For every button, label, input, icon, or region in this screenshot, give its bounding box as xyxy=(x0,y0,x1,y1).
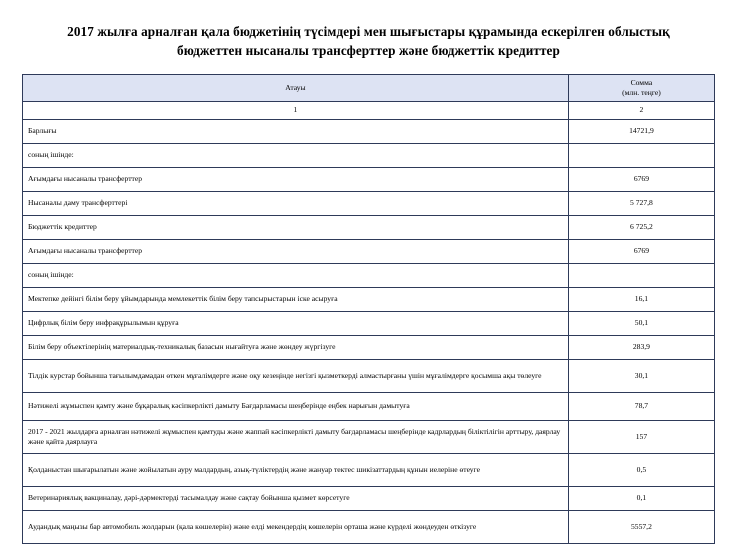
row-value xyxy=(568,263,714,287)
table-row xyxy=(23,420,715,453)
budget-table xyxy=(22,74,715,543)
row-label: Нысаналы даму трансферттері xyxy=(23,191,569,215)
page-title: 2017 жылға арналған қала бюджетінің түсімдері мен шығыстары құрамында ескерілген облыстық бюджеттен нысаналы трансферттер және бюджеттік кредиттер xyxy=(67,24,670,59)
row-value: 78,7 xyxy=(568,392,714,420)
row-label: Ағымдағы нысаналы трансферттер xyxy=(23,167,569,191)
table-row xyxy=(23,311,715,335)
row-label: соның ішінде: xyxy=(23,263,569,287)
table-row xyxy=(23,215,715,239)
row-label: Қолданыстан шығарылатын және жойылатын ауру малдардың, азық-түліктердің және жануар тектес шикізаттардың құнын иелеріне өтеуге xyxy=(23,453,569,486)
row-label: Аудандық маңызы бар автомобиль жолдарын (қала көшелерін) және елді мекендердің көшелерін орташа және күрделі жөндеуден өткізуге xyxy=(23,510,569,543)
row-value: 6769 xyxy=(568,239,714,263)
column-number-name: 1 xyxy=(23,101,569,119)
row-label: Ағымдағы нысаналы трансферттер xyxy=(23,239,569,263)
row-value: 5 727,8 xyxy=(568,191,714,215)
table-row xyxy=(23,359,715,392)
row-value: 16,1 xyxy=(568,287,714,311)
row-value: 6 725,2 xyxy=(568,215,714,239)
row-label: Білім беру объектілерінің материалдық-техникалық базасын нығайтуға және жөндеу жүргізуге xyxy=(23,335,569,359)
table-body xyxy=(23,101,715,543)
table-row xyxy=(23,167,715,191)
table-row xyxy=(23,287,715,311)
row-value xyxy=(568,143,714,167)
table-row xyxy=(23,143,715,167)
column-header-sum xyxy=(568,75,714,101)
table-row xyxy=(23,239,715,263)
table-row xyxy=(23,119,715,143)
row-value: 283,9 xyxy=(568,335,714,359)
row-value: 50,1 xyxy=(568,311,714,335)
row-label: Нәтижелі жұмыспен қамту және бұқаралық кәсіпкерлікті дамыту Бағдарламасы шеңберінде еңбек нарығын дамытуға xyxy=(23,392,569,420)
row-label: Цифрлық білім беру инфрақұрылымын құруға xyxy=(23,311,569,335)
row-value: 0,5 xyxy=(568,453,714,486)
row-value: 30,1 xyxy=(568,359,714,392)
row-value: 0,1 xyxy=(568,486,714,510)
table-row xyxy=(23,191,715,215)
table-row xyxy=(23,392,715,420)
row-label: 2017 - 2021 жылдарға арналған нәтижелі жұмыспен қамтуды және жаппай кәсіпкерлікті дамыту бағдарламасы шеңберінде кадрлардың біліктілігін арттыру, даярлау және қайта даярлауға xyxy=(23,420,569,453)
row-label: Барлығы xyxy=(23,119,569,143)
row-label: Бюджеттік кредиттер xyxy=(23,215,569,239)
column-number-sum: 2 xyxy=(568,101,714,119)
table-header xyxy=(23,75,715,101)
table-row xyxy=(23,335,715,359)
table-row xyxy=(23,510,715,543)
row-label: соның ішінде: xyxy=(23,143,569,167)
row-value: 5557,2 xyxy=(568,510,714,543)
column-header-sum-label: Сомма xyxy=(630,78,653,88)
row-label: Тілдік курстар бойынша тағылымдамадан өткен мұғалімдерге және оқу кезеңінде негізгі қызметкерді алмастырғаны үшін мұғалімдерге қосымша ақы төлеуге xyxy=(23,359,569,392)
row-value: 14721,9 xyxy=(568,119,714,143)
row-value: 157 xyxy=(568,420,714,453)
table-row xyxy=(23,486,715,510)
row-label: Ветеринариялық вакциналау, дәрі-дәрмектерді тасымалдау және сақтау бойынша қызмет көрсетуге xyxy=(23,486,569,510)
column-header-name: Атауы xyxy=(23,75,569,101)
row-label: Мектепке дейінгі білім беру ұйымдарында мемлекеттік білім беру тапсырыстарын іске асыруға xyxy=(23,287,569,311)
row-value: 6769 xyxy=(568,167,714,191)
column-header-sum-unit: (млн. теңге) xyxy=(622,88,661,97)
table-header-row xyxy=(23,75,715,101)
column-numbering-row xyxy=(23,101,715,119)
table-row xyxy=(23,263,715,287)
table-row xyxy=(23,453,715,486)
